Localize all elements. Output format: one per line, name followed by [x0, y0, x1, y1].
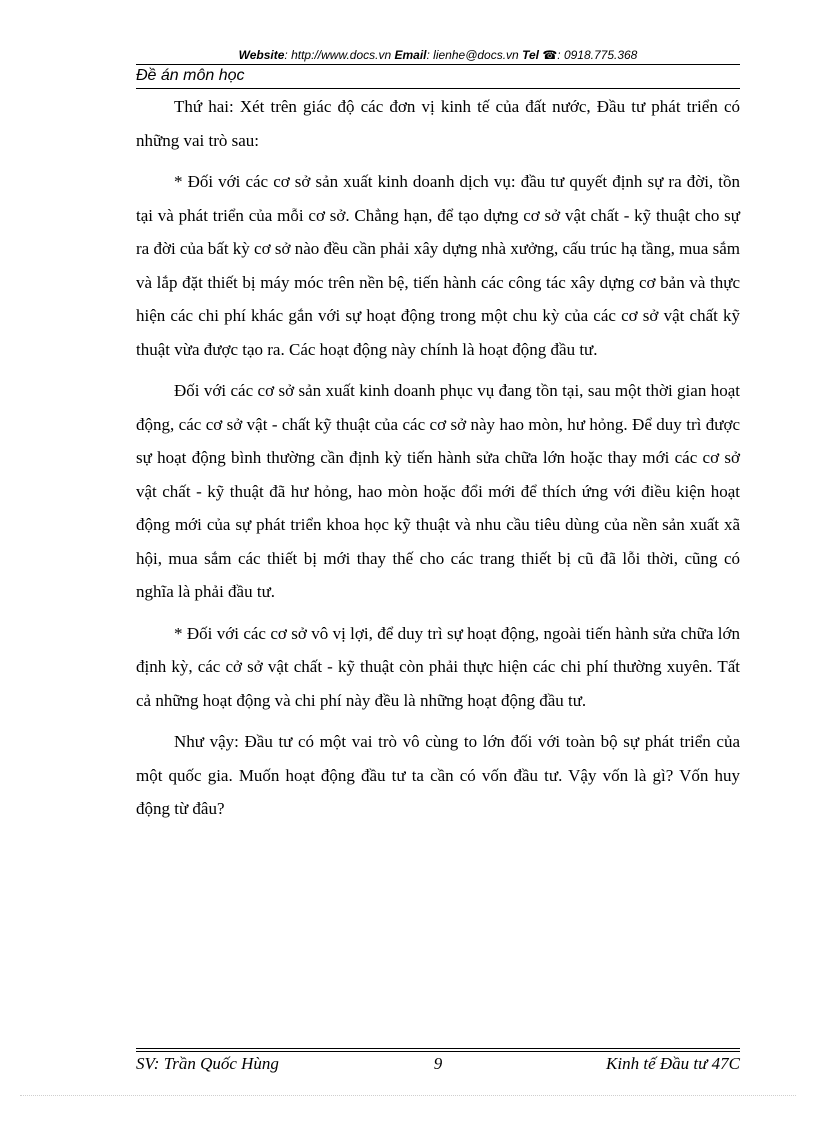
title-rule — [136, 88, 740, 89]
page-footer — [136, 1054, 740, 1078]
paragraph-5: Như vậy: Đầu tư có một vai trò vô cùng to lớn đối với toàn bộ sự phát triển của một quốc gia. Muốn hoạt động đầu tư ta cần có vốn đầu tư. Vậy vốn là gì? Vốn huy động từ đâu? — [136, 732, 740, 818]
website-header — [136, 48, 740, 62]
tel-value: : 0918.775.368 — [557, 48, 638, 62]
paragraph-3: Đối với các cơ sở sản xuất kinh doanh phục vụ đang tồn tại, sau một thời gian hoạt động, các cơ sở vật - chất kỹ thuật của các cơ sở này hao mòn, hư hỏng. Để duy trì được sự hoạt động bình thường cần định kỳ tiến hành sửa chữa lớn hoặc thay mới các cơ sở vật chất - kỹ thuật đã hư hỏng, hao mòn hoặc đổi mới để thích ứng với điều kiện hoạt động mới của sự phát triển khoa học kỹ thuật và nhu cầu tiêu dùng của nền sản xuất xã hội, mua sắm các thiết bị mới thay thế cho các trang thiết bị cũ đã lỗi thời, cũng có nghĩa là phải đầu tư. — [136, 381, 740, 601]
class-name: Kinh tế Đầu tư 47C — [606, 1054, 740, 1073]
email-value[interactable]: : lienhe@docs.vn — [426, 48, 519, 62]
student-name: SV: Trần Quốc Hùng — [136, 1054, 279, 1073]
website-label: Website — [238, 48, 285, 62]
email-label: Email — [394, 48, 427, 62]
paragraph-1: Thứ hai: Xét trên giác độ các đơn vị kinh tế của đất nước, Đầu tư phát triển có những vai trò sau: — [136, 97, 740, 150]
document-body — [136, 90, 740, 834]
page-boundary — [20, 1095, 796, 1096]
tel-label: Tel — [522, 48, 539, 62]
footer-rule-top — [136, 1048, 740, 1049]
website-value[interactable]: : http://www.docs.vn — [284, 48, 392, 62]
doc-title: Đề án môn học — [136, 67, 245, 84]
footer-rule-bottom — [136, 1051, 740, 1052]
phone-icon: ☎ — [542, 48, 558, 62]
paragraph-2: * Đối với các cơ sở sản xuất kinh doanh dịch vụ: đầu tư quyết định sự ra đời, tồn tại và phát triển của mỗi cơ sở. Chẳng hạn, để tạo dựng cơ sở vật chất - kỹ thuật cho sự ra đời của bất kỳ cơ sở nào đều cần phải xây dựng nhà xưởng, cấu trúc hạ tầng, mua sắm và lắp đặt thiết bị máy móc trên nền bệ, tiến hành các công tác xây dựng cơ bản và thực hiện các chi phí khác gắn với sự hoạt động trong một chu kỳ của các cơ sở vật chất kỹ thuật vừa được tạo ra. Các hoạt động này chính là hoạt động đầu tư. — [136, 172, 740, 359]
header-rule — [136, 64, 740, 65]
paragraph-4: * Đối với các cơ sở vô vị lợi, để duy trì sự hoạt động, ngoài tiến hành sửa chữa lớn định kỳ, các cở sở vật chất - kỹ thuật còn phải thực hiện các chi phí thường xuyên. Tất cả những hoạt động và chi phí này đều là những hoạt động đầu tư. — [136, 623, 740, 710]
page-number: 9 — [433, 1054, 443, 1073]
